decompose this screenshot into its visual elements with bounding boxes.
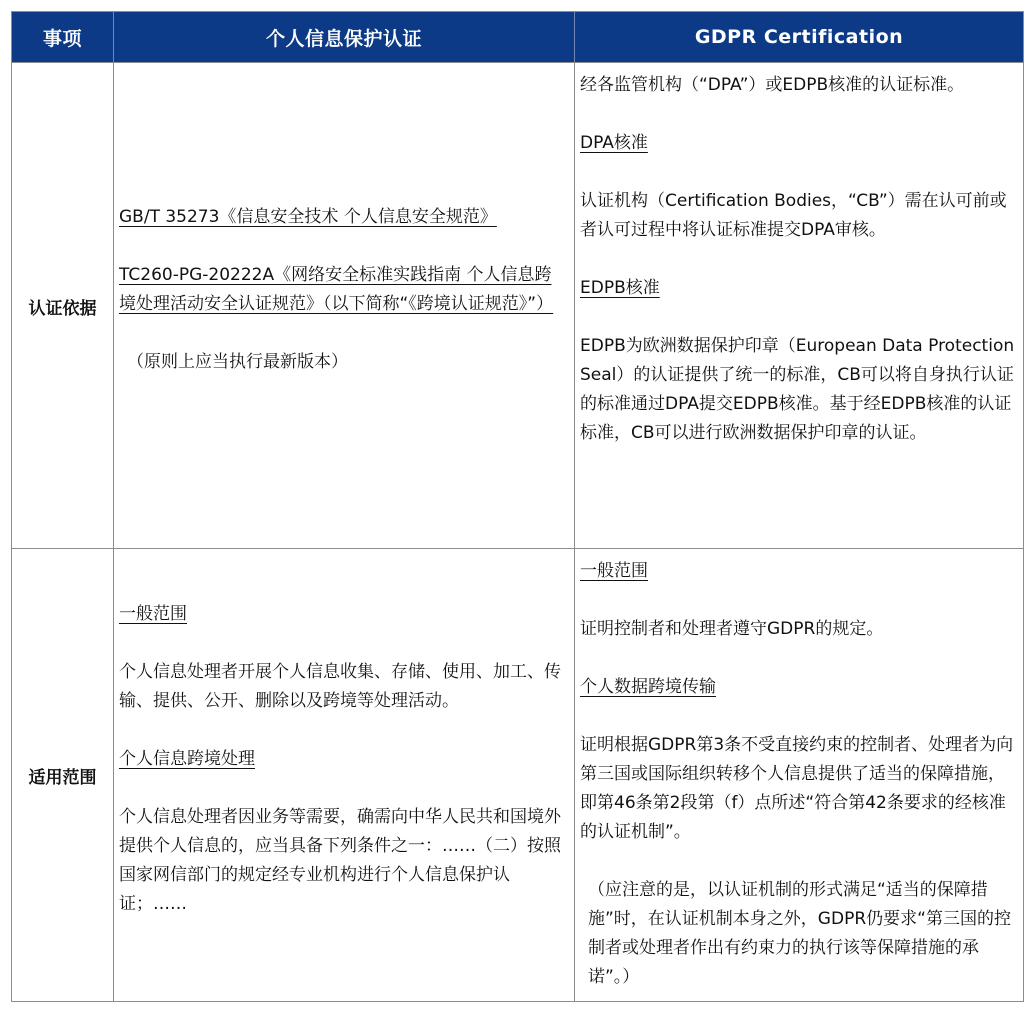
gdpr-transfer-heading: 个人数据跨境传输 bbox=[580, 677, 716, 697]
row-label-cell bbox=[12, 549, 113, 1002]
gdpr-basis-content bbox=[580, 71, 1017, 448]
pipl-general-text: 个人信息处理者开展个人信息收集、存储、使用、加工、传输、提供、公开、删除以及跨境等处理活动。 bbox=[119, 662, 561, 711]
pipl-basis-cell bbox=[113, 63, 574, 549]
pipl-scope-cell bbox=[113, 549, 574, 1002]
pipl-crossborder-text: 个人信息处理者因业务等需要，确需向中华人民共和国境外提供个人信息的，应当具备下列条件之一：……（二）按照国家网信部门的规定经专业机构进行个人信息保护认证；…… bbox=[119, 807, 561, 914]
gdpr-dpa-text: 认证机构（Certification Bodies，“CB”）需在认可前或者认可过程中将认证标准提交DPA审核。 bbox=[580, 191, 1007, 240]
header-cell-pipl bbox=[113, 12, 574, 62]
row-label-cell bbox=[12, 63, 113, 549]
pipl-scope-content bbox=[119, 600, 568, 919]
pipl-crossborder-heading: 个人信息跨境处理 bbox=[119, 749, 255, 769]
pipl-general-heading: 一般范围 bbox=[119, 604, 187, 624]
pipl-version-note: （原则上应当执行最新版本） bbox=[127, 352, 348, 372]
gdpr-general-text: 证明控制者和处理者遵守GDPR的规定。 bbox=[580, 619, 884, 639]
pipl-basis-content bbox=[119, 203, 568, 377]
row-label-basis: 认证依据 bbox=[28, 298, 97, 319]
gdpr-basis-cell bbox=[574, 63, 1023, 549]
gdpr-edpb-heading: EDPB核准 bbox=[580, 278, 660, 298]
gdpr-scope-content bbox=[580, 557, 1017, 992]
header-cell-gdpr bbox=[574, 12, 1023, 62]
comparison-table bbox=[11, 11, 1024, 1002]
table-row-scope bbox=[12, 548, 1023, 1002]
header-item-label: 事项 bbox=[42, 27, 82, 50]
gdpr-edpb-text: EDPB为欧洲数据保护印章（European Data Protection Seal）的认证提供了统一的标准，CB可以将自身执行认证的标准通过DPA提交EDPB核准。基于经EDPB核准的认证标准，CB可以进行欧洲数据保护印章的认证。 bbox=[580, 336, 1015, 443]
header-pipl-label: 个人信息保护认证 bbox=[265, 27, 422, 50]
header-gdpr-label: GDPR Certification bbox=[694, 26, 904, 48]
gdpr-dpa-heading: DPA核准 bbox=[580, 133, 648, 153]
row-label-scope: 适用范围 bbox=[28, 768, 97, 788]
table-row-basis bbox=[12, 62, 1023, 549]
gdpr-transfer-text: 证明根据GDPR第3条不受直接约束的控制者、处理者为向第三国或国际组织转移个人信息提供了适当的保障措施，即第46条第2段第（f）点所述“符合第42条要求的经核准的认证机制”。 bbox=[580, 735, 1014, 842]
gdpr-scope-cell bbox=[574, 549, 1023, 1002]
gdpr-transfer-note: （应注意的是，以认证机制的形式满足“适当的保障措施”时，在认证机制本身之外，GDPR仍要求“第三国的控制者或处理者作出有约束力的执行该等保障措施的承诺”。） bbox=[588, 880, 1011, 987]
pipl-standard-1: GB/T 35273《信息安全技术 个人信息安全规范》 bbox=[119, 207, 497, 227]
table-header-row bbox=[12, 12, 1023, 62]
gdpr-general-heading: 一般范围 bbox=[580, 561, 648, 581]
gdpr-basis-intro: 经各监管机构（“DPA”）或EDPB核准的认证标准。 bbox=[580, 75, 965, 95]
pipl-standard-2: TC260-PG-20222A《网络安全标准实践指南 个人信息跨境处理活动安全认证规范》（以下简称“《跨境认证规范》”） bbox=[119, 265, 554, 314]
header-cell-item bbox=[12, 12, 113, 62]
